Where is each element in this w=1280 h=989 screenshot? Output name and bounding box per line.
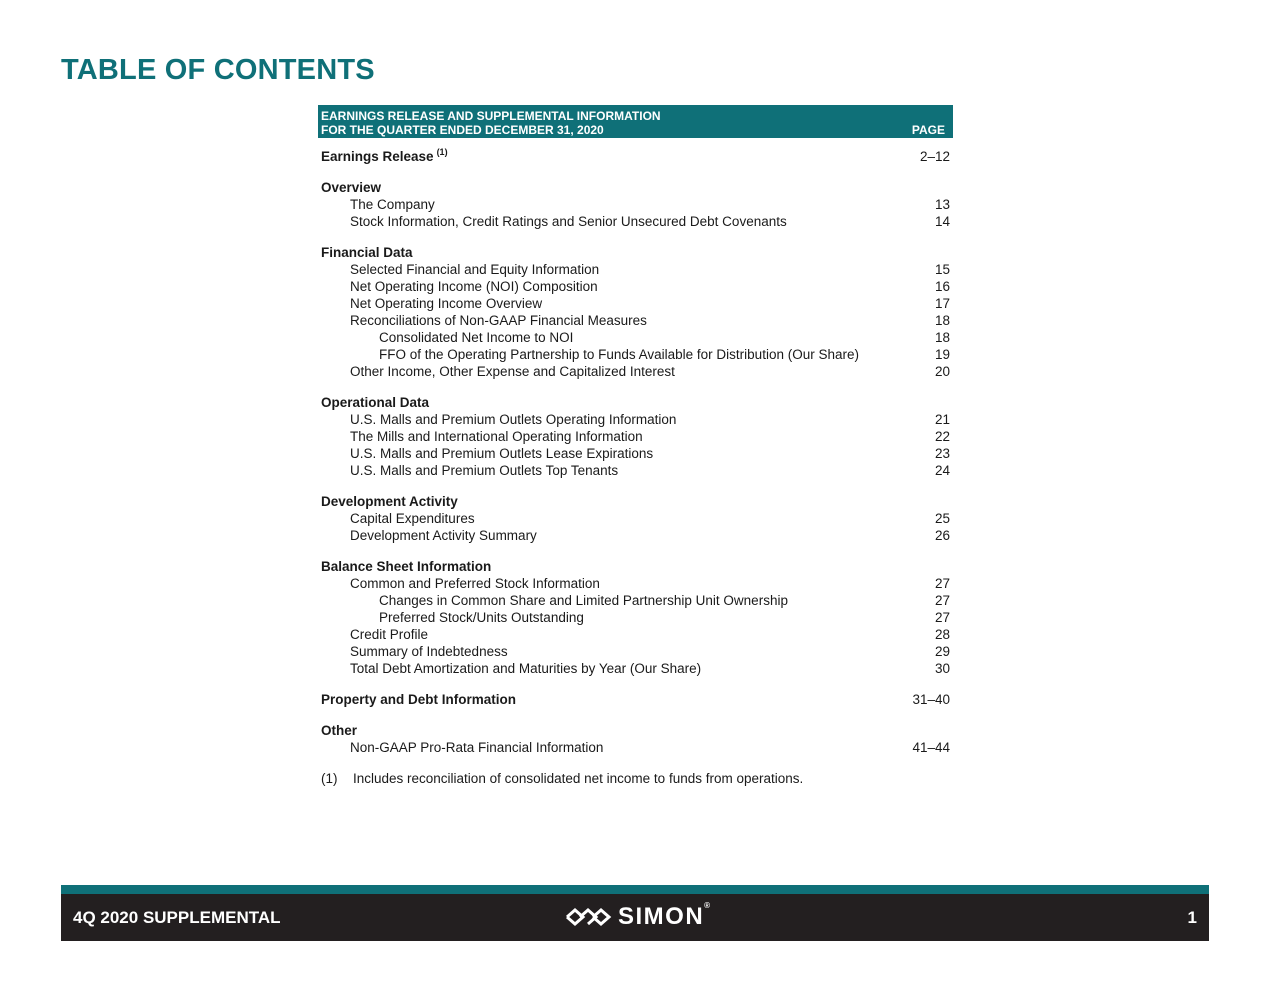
simon-logo	[564, 901, 712, 930]
toc-entry-other-income[interactable]	[318, 363, 953, 380]
footer-accent-band	[61, 885, 1209, 894]
entry-label: Common and Preferred Stock Information	[350, 576, 600, 591]
entry-label: Net Operating Income Overview	[350, 296, 543, 311]
entry-page: 18	[934, 313, 950, 328]
entry-page: 19	[934, 347, 950, 362]
entry-page: 27	[934, 610, 950, 625]
toc-entry-noi-composition[interactable]	[318, 278, 953, 295]
page-column-label: PAGE	[911, 123, 945, 137]
entry-label: Capital Expenditures	[350, 511, 475, 526]
entry-label: Earnings Release	[321, 149, 434, 164]
toc-entry-capital-expenditures[interactable]	[318, 510, 953, 527]
toc-entry-stock-information[interactable]	[318, 213, 953, 230]
toc-header	[318, 105, 953, 138]
entry-label: Net Operating Income (NOI) Composition	[350, 279, 598, 294]
footnote	[318, 770, 953, 787]
section-heading-overview: Overview	[321, 180, 382, 195]
entry-page: 21	[934, 412, 950, 427]
entry-page: 30	[934, 661, 950, 676]
entry-page: 20	[934, 364, 950, 379]
entry-label: U.S. Malls and Premium Outlets Lease Expirations	[350, 446, 654, 461]
entry-label: Summary of Indebtedness	[350, 644, 508, 659]
toc-entry-preferred-stock-units[interactable]	[318, 609, 953, 626]
section-heading-development-activity: Development Activity	[321, 494, 458, 509]
toc-header-line-1: EARNINGS RELEASE AND SUPPLEMENTAL INFORMATION	[321, 109, 661, 123]
entry-page: 26	[934, 528, 950, 543]
entry-label: Non-GAAP Pro-Rata Financial Information	[350, 740, 604, 755]
entry-page: 25	[934, 511, 950, 526]
toc-entry-consolidated-net-income[interactable]	[318, 329, 953, 346]
simon-logo-icon	[564, 907, 612, 927]
section-heading-balance-sheet: Balance Sheet Information	[321, 559, 492, 574]
entry-page: 14	[934, 214, 950, 229]
entry-label: Selected Financial and Equity Information	[350, 262, 600, 277]
footnote-text: Includes reconciliation of consolidated net income to funds from operations.	[353, 771, 804, 786]
entry-label: Other Income, Other Expense and Capitalized Interest	[350, 364, 675, 379]
entry-label: Changes in Common Share and Limited Partnership Unit Ownership	[379, 593, 788, 608]
entry-page: 23	[934, 446, 950, 461]
toc-entry-changes-common-share[interactable]	[318, 592, 953, 609]
footer-report-label: 4Q 2020 SUPPLEMENTAL	[73, 908, 281, 927]
entry-label: Preferred Stock/Units Outstanding	[379, 610, 584, 625]
entry-page: 29	[934, 644, 950, 659]
entry-page: 27	[934, 576, 950, 591]
entry-label: The Mills and International Operating Information	[350, 429, 643, 444]
page-number: 1	[1187, 908, 1197, 927]
footnote-ref: (1)	[436, 147, 448, 157]
page-title: TABLE OF CONTENTS	[61, 54, 375, 86]
toc-entry-us-malls-operating[interactable]	[318, 411, 953, 428]
toc-entry-non-gaap-pro-rata[interactable]	[318, 739, 953, 756]
toc-entry-ffo[interactable]	[318, 346, 953, 363]
entry-label: Property and Debt Information	[321, 692, 517, 707]
toc-entry-the-company[interactable]	[318, 196, 953, 213]
toc-entry-lease-expirations[interactable]	[318, 445, 953, 462]
toc-entry-credit-profile[interactable]	[318, 626, 953, 643]
section-heading-financial-data: Financial Data	[321, 245, 413, 260]
toc-entry-property-debt[interactable]	[318, 691, 953, 708]
entry-page: 2–12	[919, 149, 950, 164]
entry-page: 22	[934, 429, 950, 444]
section-heading-other: Other	[321, 723, 358, 738]
entry-label: Credit Profile	[350, 627, 429, 642]
entry-page: 24	[934, 463, 950, 478]
footnote-mark: (1)	[321, 771, 338, 786]
entry-label: Reconciliations of Non-GAAP Financial Measures	[350, 313, 647, 328]
toc-entry-development-summary[interactable]	[318, 527, 953, 544]
entry-label: Development Activity Summary	[350, 528, 537, 543]
entry-page: 27	[934, 593, 950, 608]
toc-entry-debt-amortization[interactable]	[318, 660, 953, 677]
entry-page: 15	[934, 262, 950, 277]
toc-entry-selected-financial[interactable]	[318, 261, 953, 278]
logo-wordmark: SIMON®	[618, 901, 712, 930]
entry-label: U.S. Malls and Premium Outlets Top Tenants	[350, 463, 619, 478]
entry-label: Total Debt Amortization and Maturities by Year (Our Share)	[350, 661, 702, 676]
entry-page: 41–44	[912, 740, 950, 755]
entry-page: 16	[934, 279, 950, 294]
toc-entry-mills-international[interactable]	[318, 428, 953, 445]
toc-header-line-2: FOR THE QUARTER ENDED DECEMBER 31, 2020	[321, 123, 604, 137]
entry-label: Consolidated Net Income to NOI	[379, 330, 574, 345]
table-of-contents	[318, 105, 953, 787]
toc-entry-summary-indebtedness[interactable]	[318, 643, 953, 660]
entry-page: 13	[934, 197, 950, 212]
entry-page: 31–40	[912, 692, 950, 707]
footer-bar	[61, 894, 1209, 941]
entry-label: Stock Information, Credit Ratings and Senior Unsecured Debt Covenants	[350, 214, 787, 229]
entry-label: The Company	[350, 197, 435, 212]
toc-entry-earnings-release[interactable]	[318, 148, 953, 165]
toc-entry-common-preferred-stock[interactable]	[318, 575, 953, 592]
toc-entry-reconciliations[interactable]	[318, 312, 953, 329]
entry-label: U.S. Malls and Premium Outlets Operating Information	[350, 412, 677, 427]
toc-entry-top-tenants[interactable]	[318, 462, 953, 479]
entry-page: 17	[934, 296, 950, 311]
entry-page: 18	[934, 330, 950, 345]
entry-page: 28	[934, 627, 950, 642]
toc-entry-noi-overview[interactable]	[318, 295, 953, 312]
entry-label: FFO of the Operating Partnership to Funds Available for Distribution (Our Share)	[379, 347, 859, 362]
section-heading-operational-data: Operational Data	[321, 395, 430, 410]
